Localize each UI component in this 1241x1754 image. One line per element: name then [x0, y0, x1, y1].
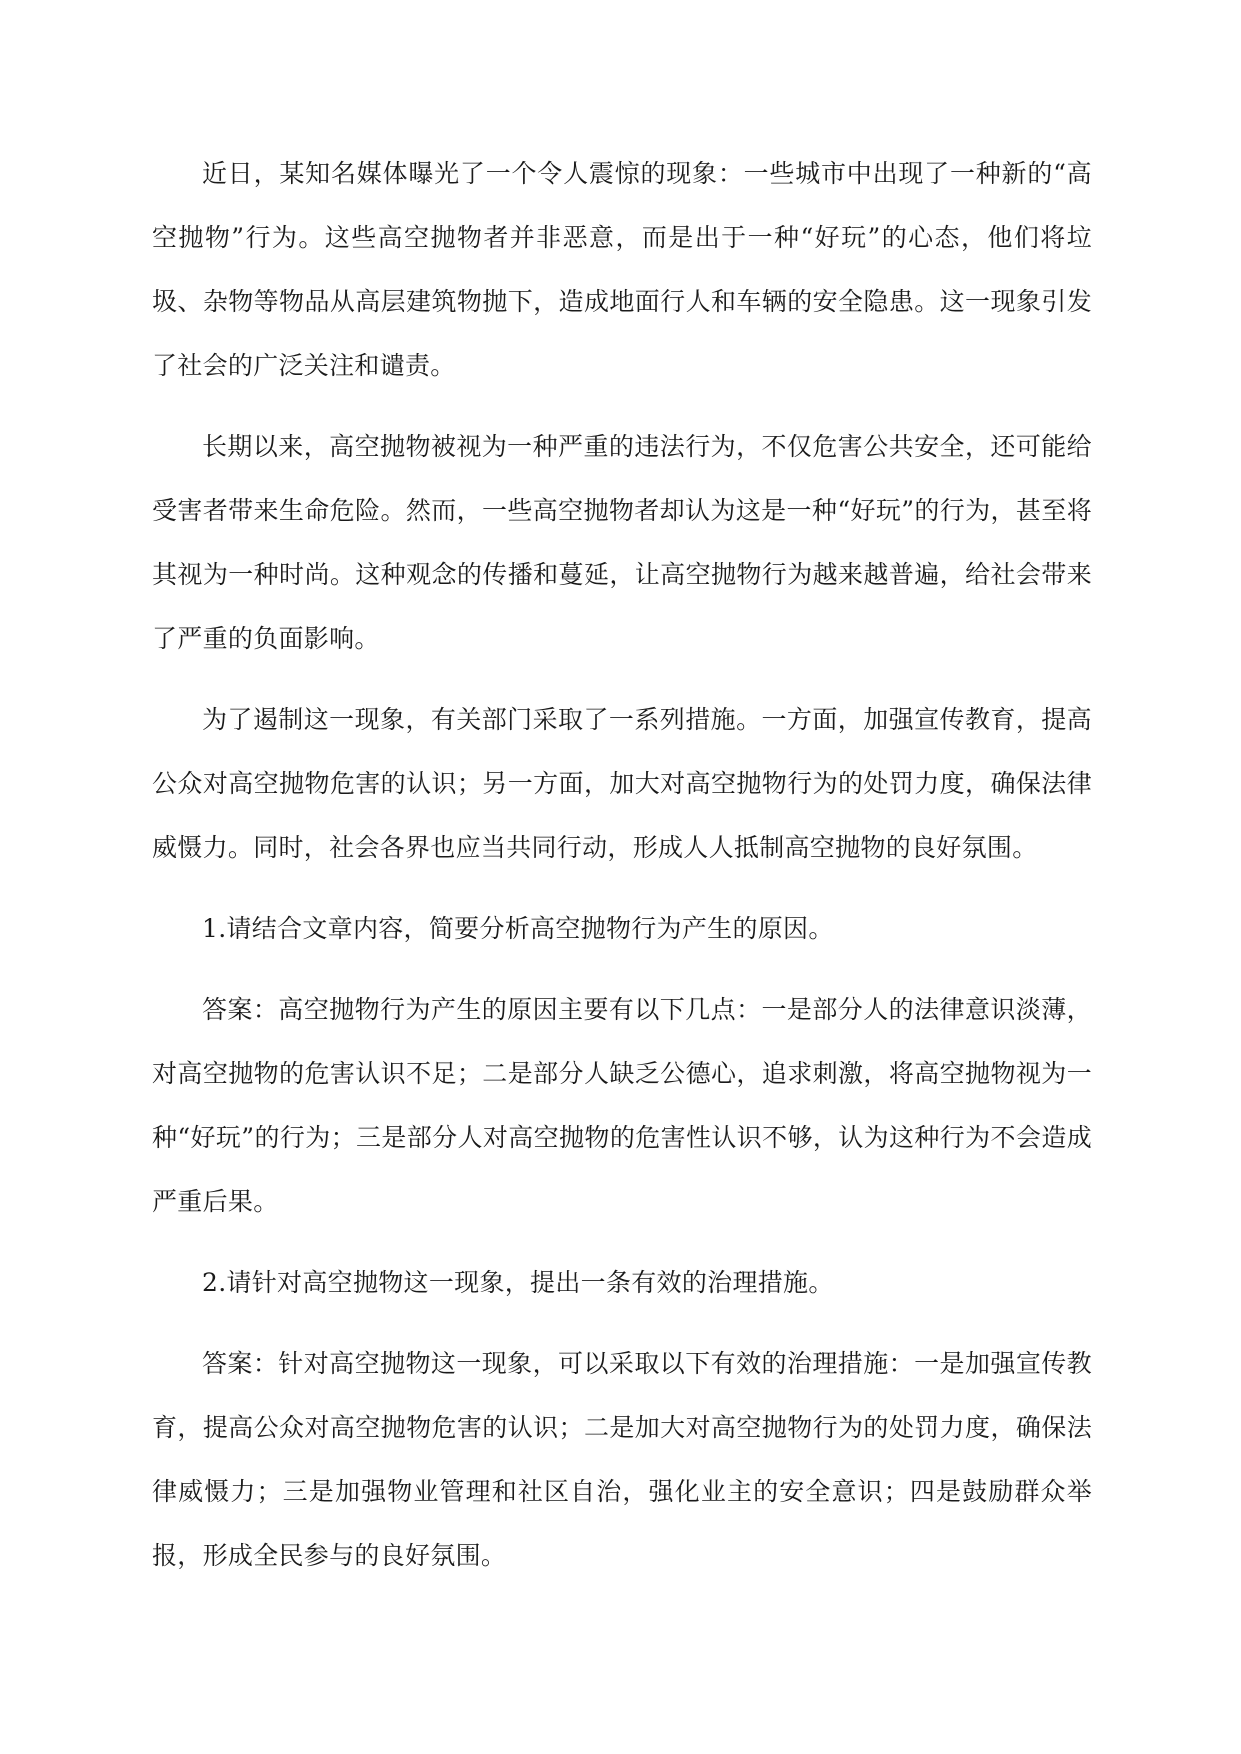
answer-2: 答案：针对高空抛物这一现象，可以采取以下有效的治理措施：一是加强宣传教育，提高公众对高空抛物危害的认识；二是加大对高空抛物行为的处罚力度，确保法律威慑力；三是加强物业管理和社区自治，强化业主的安全意识；四是鼓励群众举报，形成全民参与的良好氛围。 — [152, 1349, 1092, 1570]
question-2: 2.请针对高空抛物这一现象，提出一条有效的治理措施。 — [202, 1268, 834, 1297]
paragraph-3: 为了遏制这一现象，有关部门采取了一系列措施。一方面，加强宣传教育，提高公众对高空抛物危害的认识；另一方面，加大对高空抛物行为的处罚力度，确保法律威慑力。同时，社会各界也应当共同行动，形成人人抵制高空抛物的良好氛围。 — [152, 705, 1092, 862]
answer-1: 答案：高空抛物行为产生的原因主要有以下几点：一是部分人的法律意识淡薄，对高空抛物的危害认识不足；二是部分人缺乏公德心，追求刺激，将高空抛物视为一种“好玩”的行为；三是部分人对高空抛物的危害性认识不够，认为这种行为不会造成严重后果。 — [152, 995, 1092, 1216]
paragraph-2: 长期以来，高空抛物被视为一种严重的违法行为，不仅危害公共安全，还可能给受害者带来生命危险。然而，一些高空抛物者却认为这是一种“好玩”的行为，甚至将其视为一种时尚。这种观念的传播和蔓延，让高空抛物行为越来越普遍，给社会带来了严重的负面影响。 — [152, 432, 1092, 653]
document-body — [152, 142, 1092, 1605]
paragraph-1: 近日，某知名媒体曝光了一个令人震惊的现象：一些城市中出现了一种新的“高空抛物”行为。这些高空抛物者并非恶意，而是出于一种“好玩”的心态，他们将垃圾、杂物等物品从高层建筑物抛下，造成地面行人和车辆的安全隐患。这一现象引发了社会的广泛关注和谴责。 — [152, 159, 1092, 380]
question-1: 1.请结合文章内容，简要分析高空抛物行为产生的原因。 — [202, 914, 834, 943]
